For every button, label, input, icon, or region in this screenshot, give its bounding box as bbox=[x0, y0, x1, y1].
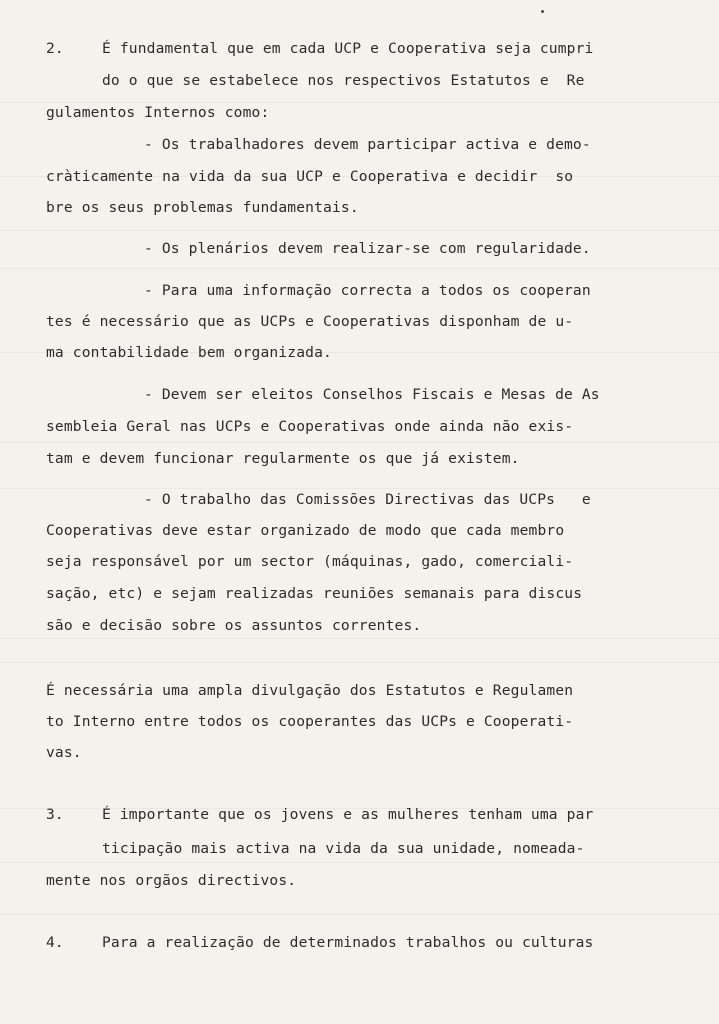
text-line: ma contabilidade bem organizada. bbox=[46, 344, 332, 361]
show-through-line bbox=[0, 662, 719, 663]
text-line: cràticamente na vida da sua UCP e Cooperativa e decidir so bbox=[46, 168, 574, 185]
text-line: - Os plenários devem realizar-se com regularidade. bbox=[144, 240, 591, 257]
section-number: 2. bbox=[46, 40, 64, 57]
show-through-line bbox=[0, 268, 719, 269]
text-line: É importante que os jovens e as mulheres tenham uma par bbox=[102, 806, 594, 823]
show-through-line bbox=[0, 488, 719, 489]
show-through-line bbox=[0, 230, 719, 231]
text-line: do o que se estabelece nos respectivos Estatutos e Re bbox=[102, 72, 585, 89]
text-line: - Para uma informação correcta a todos os cooperan bbox=[144, 282, 591, 299]
text-line: tam e devem funcionar regularmente os que já existem. bbox=[46, 450, 520, 467]
text-line: - Devem ser eleitos Conselhos Fiscais e Mesas de As bbox=[144, 386, 600, 403]
text-line: É necessária uma ampla divulgação dos Estatutos e Regulamen bbox=[46, 682, 574, 699]
text-line: Para a realização de determinados trabalhos ou culturas bbox=[102, 934, 594, 951]
text-line: gulamentos Internos como: bbox=[46, 104, 270, 121]
section-number: 3. bbox=[46, 806, 64, 823]
show-through-line bbox=[0, 638, 719, 639]
text-line: tes é necessário que as UCPs e Cooperativas disponham de u- bbox=[46, 313, 574, 330]
text-line: - O trabalho das Comissões Directivas das UCPs e bbox=[144, 491, 591, 508]
text-line: É fundamental que em cada UCP e Cooperativa seja cumpri bbox=[102, 40, 594, 57]
show-through-line bbox=[0, 102, 719, 103]
text-line: bre os seus problemas fundamentais. bbox=[46, 199, 359, 216]
text-line: Cooperativas deve estar organizado de modo que cada membro bbox=[46, 522, 565, 539]
show-through-line bbox=[0, 442, 719, 443]
text-line: seja responsável por um sector (máquinas, gado, comerciali- bbox=[46, 553, 574, 570]
text-line: vas. bbox=[46, 744, 82, 761]
show-through-line bbox=[0, 862, 719, 863]
text-line: ticipação mais activa na vida da sua unidade, nomeada- bbox=[102, 840, 585, 857]
text-line: sação, etc) e sejam realizadas reuniões semanais para discus bbox=[46, 585, 583, 602]
text-line: to Interno entre todos os cooperantes das UCPs e Cooperati- bbox=[46, 713, 574, 730]
text-line: - Os trabalhadores devem participar activa e demo- bbox=[144, 136, 591, 153]
text-line: são e decisão sobre os assuntos correntes. bbox=[46, 617, 422, 634]
text-line: mente nos orgãos directivos. bbox=[46, 872, 297, 889]
ink-speck bbox=[541, 10, 544, 13]
text-line: sembleia Geral nas UCPs e Cooperativas onde ainda não exis- bbox=[46, 418, 574, 435]
show-through-line bbox=[0, 914, 719, 915]
section-number: 4. bbox=[46, 934, 64, 951]
